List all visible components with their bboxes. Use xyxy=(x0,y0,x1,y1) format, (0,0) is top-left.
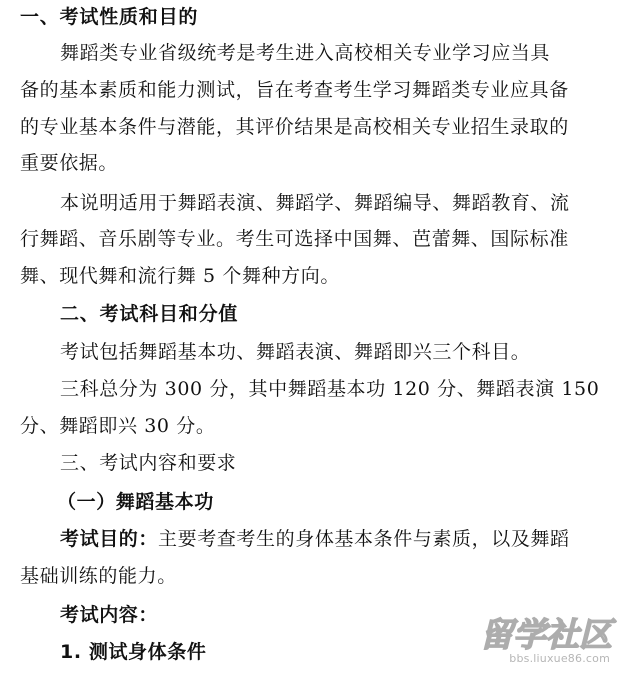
section1-para1-line2: 备的基本素质和能力测试，旨在考查考生学习舞蹈类专业应具备 xyxy=(20,79,569,101)
section1-heading: 一、考试性质和目的 xyxy=(20,6,199,28)
section3-sub-heading: （一）舞蹈基本功 xyxy=(57,491,214,513)
section2-para2-line2: 分、舞蹈即兴 30 分。 xyxy=(20,415,216,437)
section3-heading: 三、考试内容和要求 xyxy=(60,452,237,474)
section1-para1-line4: 重要依据。 xyxy=(20,152,119,174)
purpose-label: 考试目的： xyxy=(60,528,159,550)
watermark-url: bbs.liuxue86.com xyxy=(509,652,610,665)
watermark xyxy=(452,609,612,665)
section1-para2-line2: 行舞蹈、音乐剧等专业。考生可选择中国舞、芭蕾舞、国际标准 xyxy=(20,228,569,250)
section1-para2-line1: 本说明适用于舞蹈表演、舞蹈学、舞蹈编导、舞蹈教育、流 xyxy=(60,192,570,214)
purpose-line1 xyxy=(0,527,626,551)
purpose-line2: 基础训练的能力。 xyxy=(20,565,177,587)
purpose-text: 主要考查考生的身体基本条件与素质，以及舞蹈 xyxy=(158,528,570,550)
section1-para1-line3: 的专业基本条件与潜能，其评价结果是高校相关专业招生录取的 xyxy=(20,116,569,138)
section2-para1: 考试包括舞蹈基本功、舞蹈表演、舞蹈即兴三个科目。 xyxy=(60,341,531,363)
section2-heading: 二、考试科目和分值 xyxy=(60,303,239,325)
content-label: 考试内容： xyxy=(60,604,159,626)
item1-heading: 1. 测试身体条件 xyxy=(60,641,207,663)
section1-para1-line1: 舞蹈类专业省级统考是考生进入高校相关专业学习应当具 xyxy=(60,42,551,64)
watermark-title: 留学社区 xyxy=(480,615,612,654)
section2-para2-line1: 三科总分为 300 分，其中舞蹈基本功 120 分、舞蹈表演 150 xyxy=(60,378,600,400)
section1-para2-line3: 舞、现代舞和流行舞 5 个舞种方向。 xyxy=(20,265,340,287)
